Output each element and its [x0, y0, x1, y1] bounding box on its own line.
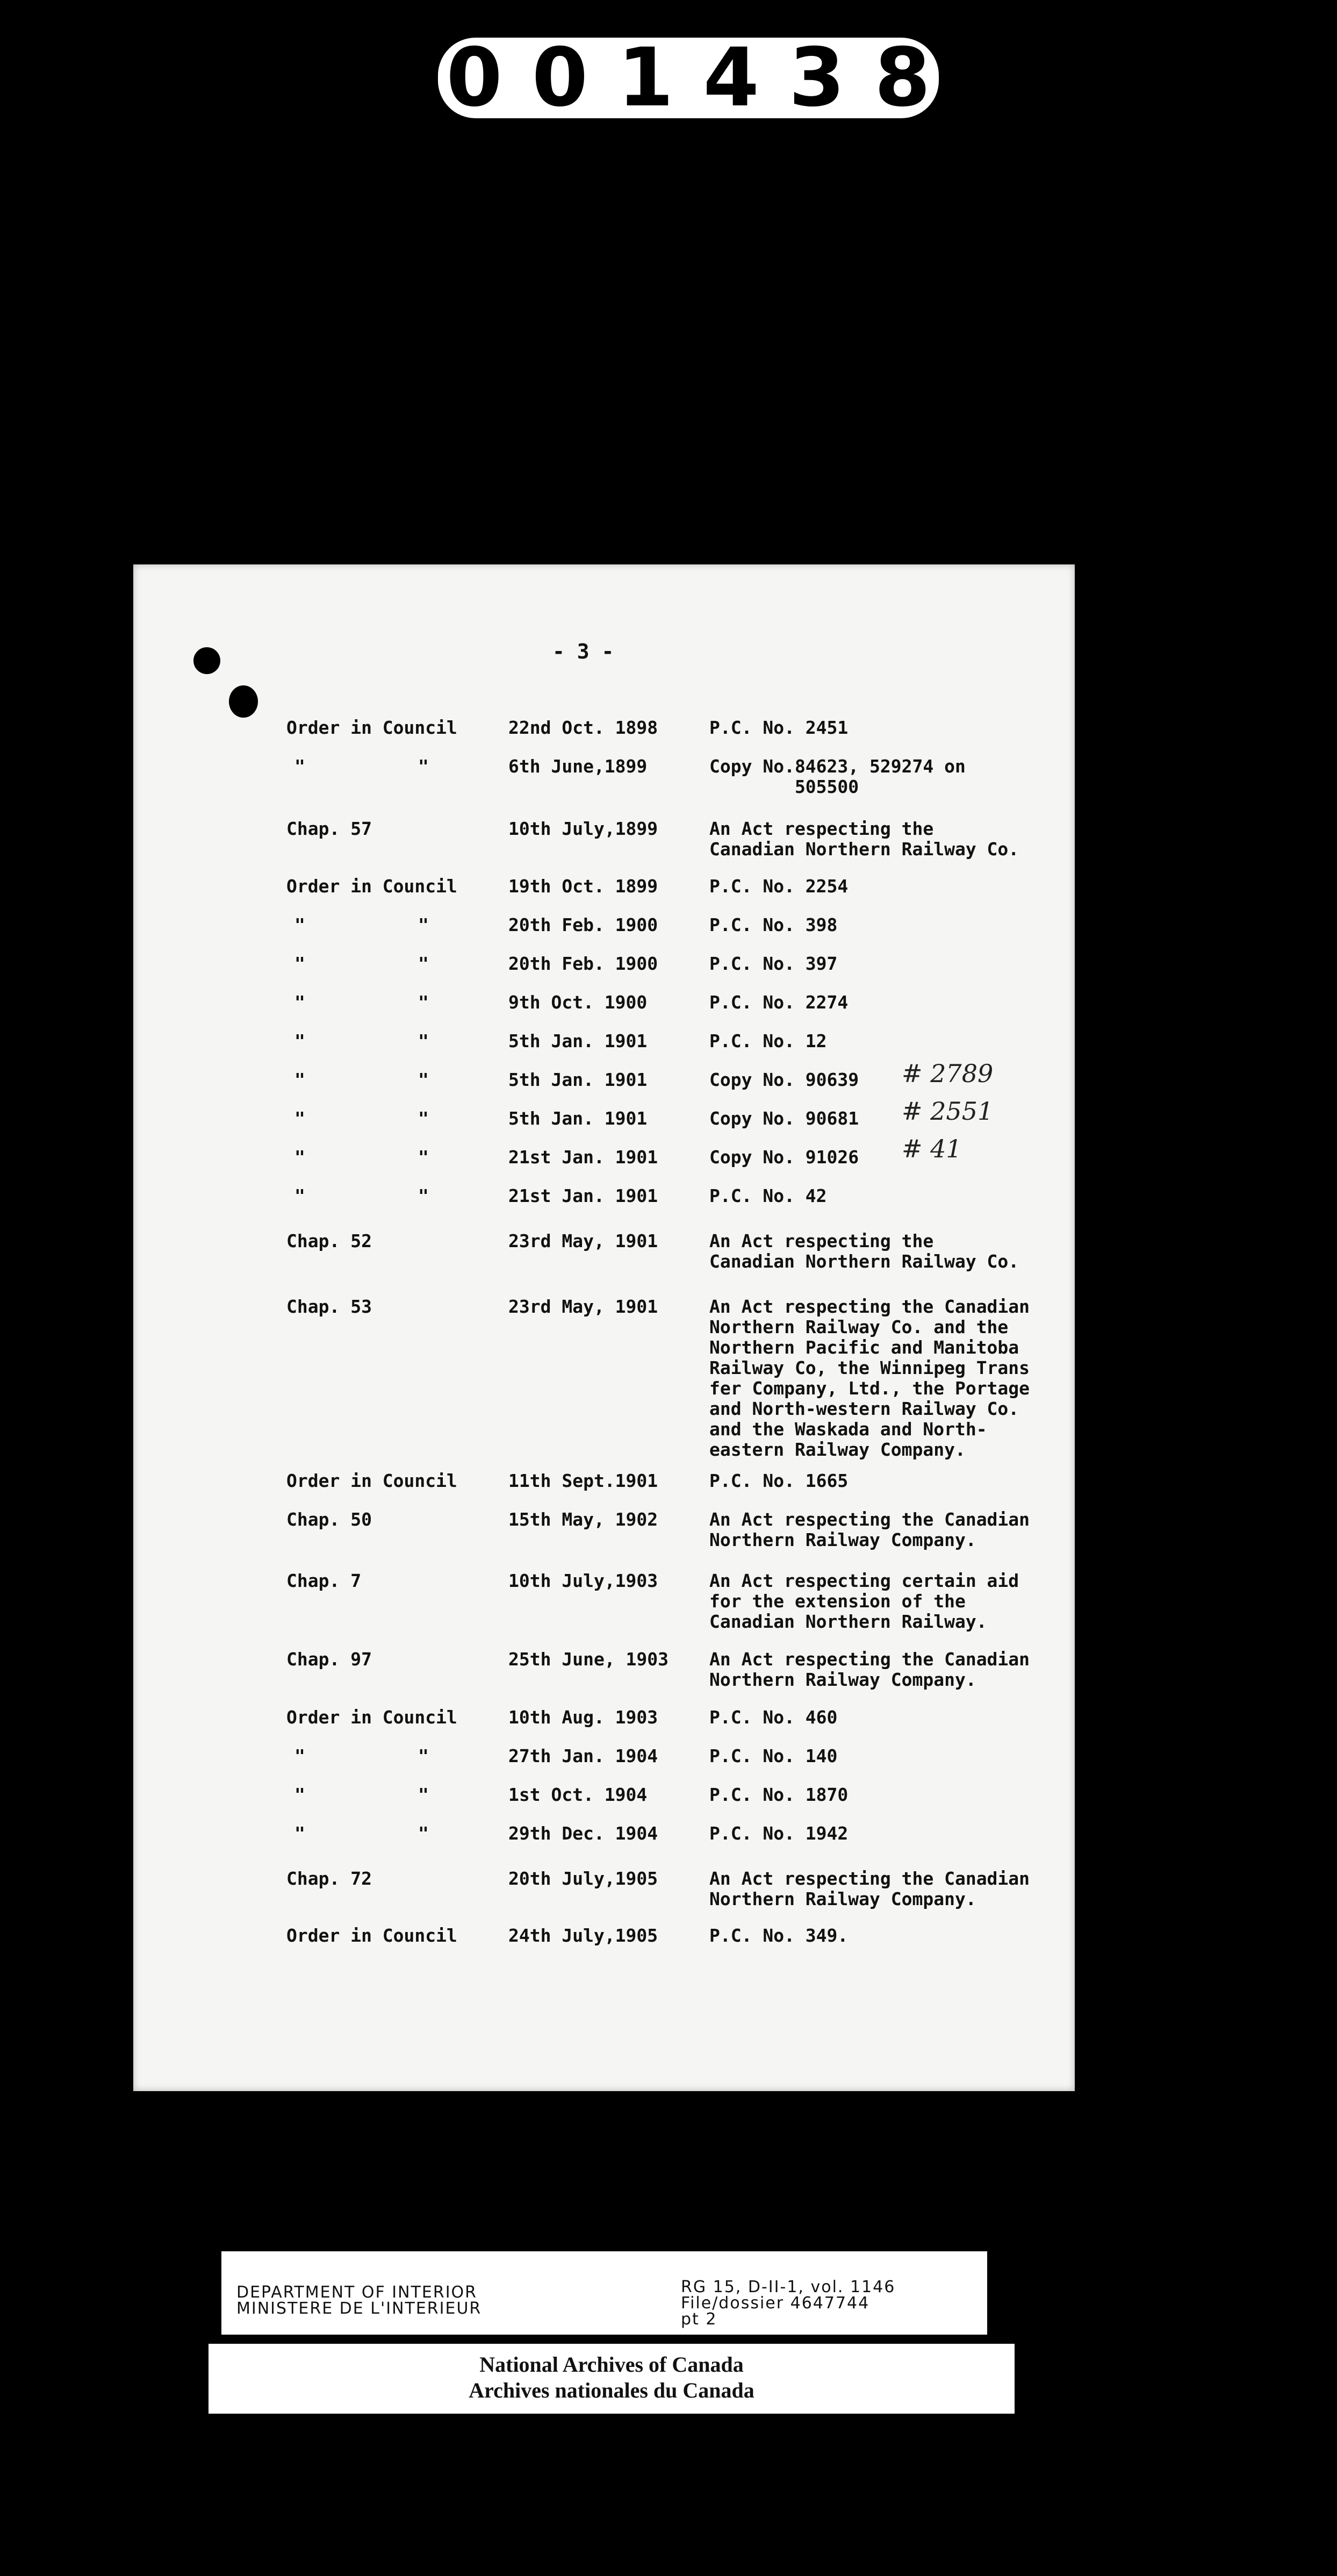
handwritten-note: # 2551 [902, 1097, 994, 1126]
entry-type: Order in Council [286, 1470, 457, 1491]
entry-date: 20th Feb. 1900 [508, 914, 658, 935]
entry-type-ditto: " [418, 1031, 429, 1051]
entry-date: 21st Jan. 1901 [508, 1185, 658, 1206]
entry-date: 19th Oct. 1899 [508, 876, 658, 897]
entry-date: 22nd Oct. 1898 [508, 717, 658, 738]
entry-type-ditto: " [418, 1147, 429, 1168]
entry-description: P.C. No. 42 [709, 1185, 827, 1206]
entry-type-ditto: " [418, 992, 429, 1013]
entry-description: P.C. No. 1942 [709, 1823, 849, 1844]
entry-type: " [294, 756, 305, 777]
entry-type: Chap. 97 [286, 1649, 372, 1670]
entry-description: Copy No. 90639 [709, 1069, 859, 1090]
entry-date: 21st Jan. 1901 [508, 1147, 658, 1168]
entry-date: 15th May, 1902 [508, 1509, 658, 1530]
archives-label [209, 2344, 1015, 2414]
entry-date: 6th June,1899 [508, 756, 648, 777]
ref-line-3: pt 2 [681, 2310, 717, 2329]
entry-type: Chap. 52 [286, 1230, 372, 1251]
entry-date: 5th Jan. 1901 [508, 1069, 648, 1090]
entry-type: Chap. 50 [286, 1509, 372, 1530]
department-names [236, 2285, 481, 2317]
entry-type: " [294, 1745, 305, 1766]
entry-type: Order in Council [286, 717, 457, 738]
entry-date: 11th Sept.1901 [508, 1470, 658, 1491]
entry-type-ditto: " [418, 1185, 429, 1206]
entry-type-ditto: " [418, 914, 429, 935]
entry-type: " [294, 1031, 305, 1051]
entry-type: " [294, 1108, 305, 1129]
entry-description: An Act respecting the Canadian Northern Railway Co. and the Northern Pacific and Manitoba Railway Co, the Winnipeg Trans fer Company, Ltd., the Portage and North-western Railway Co. and the Waskada and North- eastern Railway Company. [709, 1296, 1030, 1460]
entry-date: 27th Jan. 1904 [508, 1745, 658, 1766]
entry-type: Order in Council [286, 1707, 457, 1728]
entry-description: An Act respecting the Canadian Northern Railway Company. [709, 1509, 1030, 1550]
punch-hole [193, 647, 220, 674]
entry-date: 1st Oct. 1904 [508, 1784, 648, 1805]
entry-date: 20th July,1905 [508, 1868, 658, 1889]
entry-date: 5th Jan. 1901 [508, 1031, 648, 1051]
entry-date: 5th Jan. 1901 [508, 1108, 648, 1129]
entry-description: P.C. No. 2254 [709, 876, 849, 897]
entry-type: " [294, 1147, 305, 1168]
entry-type-ditto: " [418, 1784, 429, 1805]
entry-description: Copy No. 91026 [709, 1147, 859, 1168]
punch-hole [229, 685, 258, 718]
archives-name-en: National Archives of Canada [479, 2352, 744, 2377]
entry-description: P.C. No. 2274 [709, 992, 849, 1013]
entry-type: " [294, 1784, 305, 1805]
entry-description: An Act respecting the Canadian Northern Railway Co. [709, 1230, 1019, 1272]
document-page [133, 564, 1075, 2091]
entry-description: Copy No.84623, 529274 on 505500 [709, 756, 966, 797]
entry-type: " [294, 914, 305, 935]
entry-type-ditto: " [418, 756, 429, 777]
entry-type-ditto: " [418, 1823, 429, 1844]
handwritten-note: # 2789 [902, 1059, 994, 1088]
entry-description: Copy No. 90681 [709, 1108, 859, 1129]
entry-type: Chap. 57 [286, 818, 372, 839]
entry-type: Chap. 72 [286, 1868, 372, 1889]
archive-reference [681, 2279, 895, 2328]
entry-type: Chap. 7 [286, 1570, 362, 1591]
entry-date: 24th July,1905 [508, 1925, 658, 1946]
entry-date: 9th Oct. 1900 [508, 992, 648, 1013]
entry-type: " [294, 1823, 305, 1844]
handwritten-note: # 41 [902, 1134, 962, 1163]
entry-description: An Act respecting the Canadian Northern Railway Company. [709, 1649, 1030, 1690]
entry-description: An Act respecting the Canadian Northern Railway Company. [709, 1868, 1030, 1909]
entry-date: 10th July,1903 [508, 1570, 658, 1591]
entry-date: 23rd May, 1901 [508, 1296, 658, 1317]
entry-description: P.C. No. 397 [709, 953, 838, 974]
entry-type: Order in Council [286, 876, 457, 897]
entry-date: 29th Dec. 1904 [508, 1823, 658, 1844]
entry-type-ditto: " [418, 953, 429, 974]
entry-type: " [294, 992, 305, 1013]
entry-description: P.C. No. 1870 [709, 1784, 849, 1805]
ref-line-2: File/dossier 4647744 [681, 2294, 870, 2313]
entry-date: 23rd May, 1901 [508, 1230, 658, 1251]
citation-label [221, 2251, 987, 2335]
entry-type-ditto: " [418, 1069, 429, 1090]
entry-description: An Act respecting the Canadian Northern Railway Co. [709, 818, 1019, 860]
entry-type: Chap. 53 [286, 1296, 372, 1317]
entry-description: P.C. No. 140 [709, 1745, 838, 1766]
frame-number-label: 001438 [438, 38, 939, 118]
entry-type: " [294, 1185, 305, 1206]
entry-description: An Act respecting certain aid for the extension of the Canadian Northern Railway. [709, 1570, 1019, 1632]
entry-date: 20th Feb. 1900 [508, 953, 658, 974]
entry-date: 25th June, 1903 [508, 1649, 669, 1670]
entry-type: Order in Council [286, 1925, 457, 1946]
archives-name-fr: Archives nationales du Canada [469, 2378, 754, 2402]
entry-type: " [294, 953, 305, 974]
entry-description: P.C. No. 2451 [709, 717, 849, 738]
entry-date: 10th July,1899 [508, 818, 658, 839]
entry-description: P.C. No. 460 [709, 1707, 838, 1728]
entry-type-ditto: " [418, 1108, 429, 1129]
entry-type: " [294, 1069, 305, 1090]
department-en: DEPARTMENT OF INTERIOR [236, 2283, 478, 2302]
ref-line-1: RG 15, D-II-1, vol. 1146 [681, 2278, 896, 2296]
department-fr: MINISTERE DE L'INTERIEUR [236, 2299, 482, 2318]
entry-type-ditto: " [418, 1745, 429, 1766]
entry-description: P.C. No. 398 [709, 914, 838, 935]
entry-date: 10th Aug. 1903 [508, 1707, 658, 1728]
page-number: - 3 - [552, 640, 614, 663]
entry-description: P.C. No. 1665 [709, 1470, 849, 1491]
entry-description: P.C. No. 12 [709, 1031, 827, 1051]
entry-description: P.C. No. 349. [709, 1925, 849, 1946]
